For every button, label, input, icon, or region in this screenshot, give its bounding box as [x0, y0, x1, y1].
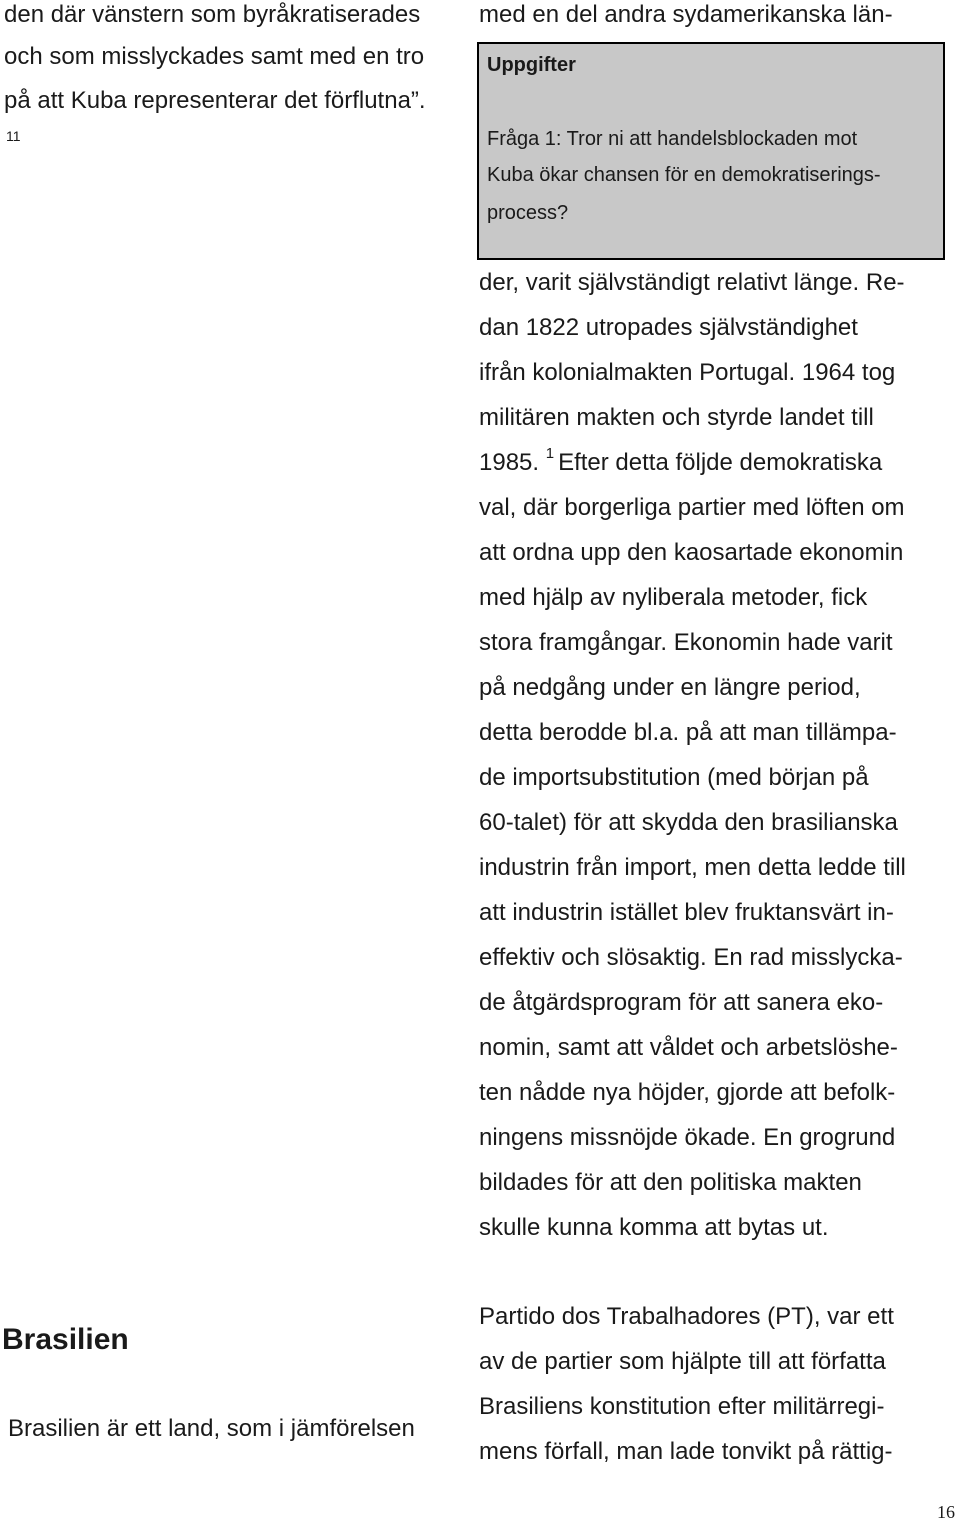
text-line: militären makten och styrde landet till [479, 404, 874, 431]
task-question-line: Fråga 1: Tror ni att handelsblockaden mot [487, 128, 858, 150]
text-line: detta berodde bl.a. på att man tillämpa- [479, 719, 897, 746]
text-line: ningens missnöjde ökade. En grogrund [479, 1124, 896, 1151]
text-line: att ordna upp den kaosartade ekonomin [479, 539, 904, 566]
text-line: dan 1822 utropades självständighet [479, 314, 858, 341]
text-line: bildades för att den politiska makten [479, 1169, 862, 1196]
section-heading: Brasilien [2, 1323, 129, 1356]
task-question-line: Kuba ökar chansen för en demokratiserings- [487, 164, 881, 186]
text-line: nomin, samt att våldet och arbetslöshe- [479, 1034, 898, 1061]
footnote-marker: 1 [545, 445, 555, 462]
text-line: effektiv och slösaktig. En rad misslycka- [479, 944, 903, 971]
section-first-line: Brasilien är ett land, som i jämförelsen [8, 1415, 415, 1442]
page-number: 16 [937, 1502, 955, 1522]
task-box [477, 42, 945, 260]
text-line: 60-talet) för att skydda den brasilianska [479, 809, 898, 836]
text-line: industrin från import, men detta ledde till [479, 854, 906, 881]
text-line: de importsubstitution (med början på [479, 764, 869, 791]
text-line: ifrån kolonialmakten Portugal. 1964 tog [479, 359, 896, 386]
text-line: ten nådde nya höjder, gjorde att befolk- [479, 1079, 896, 1106]
text-line: den där vänstern som byråkratiserades [4, 1, 421, 28]
text-line: mens förfall, man lade tonvikt på rättig- [479, 1438, 893, 1465]
text-line: på att Kuba representerar det förflutna”. [4, 87, 426, 114]
text-line-with-footnote [479, 445, 883, 481]
text-line: Partido dos Trabalhadores (PT), var ett [479, 1303, 894, 1330]
text-line: på nedgång under en längre period, [479, 674, 861, 701]
text-fragment: 1985. [479, 449, 540, 476]
text-line: och som misslyckades samt med en tro [4, 43, 425, 70]
text-line: skulle kunna komma att bytas ut. [479, 1214, 829, 1241]
text-line: Brasiliens konstitution efter militärregi- [479, 1393, 885, 1420]
text-line: der, varit självständigt relativt länge. Re- [479, 269, 905, 296]
text-line: de åtgärdsprogram för att sanera eko- [479, 989, 884, 1016]
text-line: av de partier som hjälpte till att författa [479, 1348, 886, 1375]
task-question-line: process? [487, 202, 569, 224]
text-line: med hjälp av nyliberala metoder, fick [479, 584, 868, 611]
footnote-reference: 11 [6, 128, 21, 144]
text-line: med en del andra sydamerikanska län- [479, 1, 893, 28]
text-fragment: Efter detta följde demokratiska [558, 449, 883, 476]
text-line: att industrin istället blev fruktansvärt in- [479, 899, 894, 926]
task-box-title: Uppgifter [487, 54, 576, 76]
text-line: val, där borgerliga partier med löften om [479, 494, 905, 521]
text-line: stora framgångar. Ekonomin hade varit [479, 629, 893, 656]
